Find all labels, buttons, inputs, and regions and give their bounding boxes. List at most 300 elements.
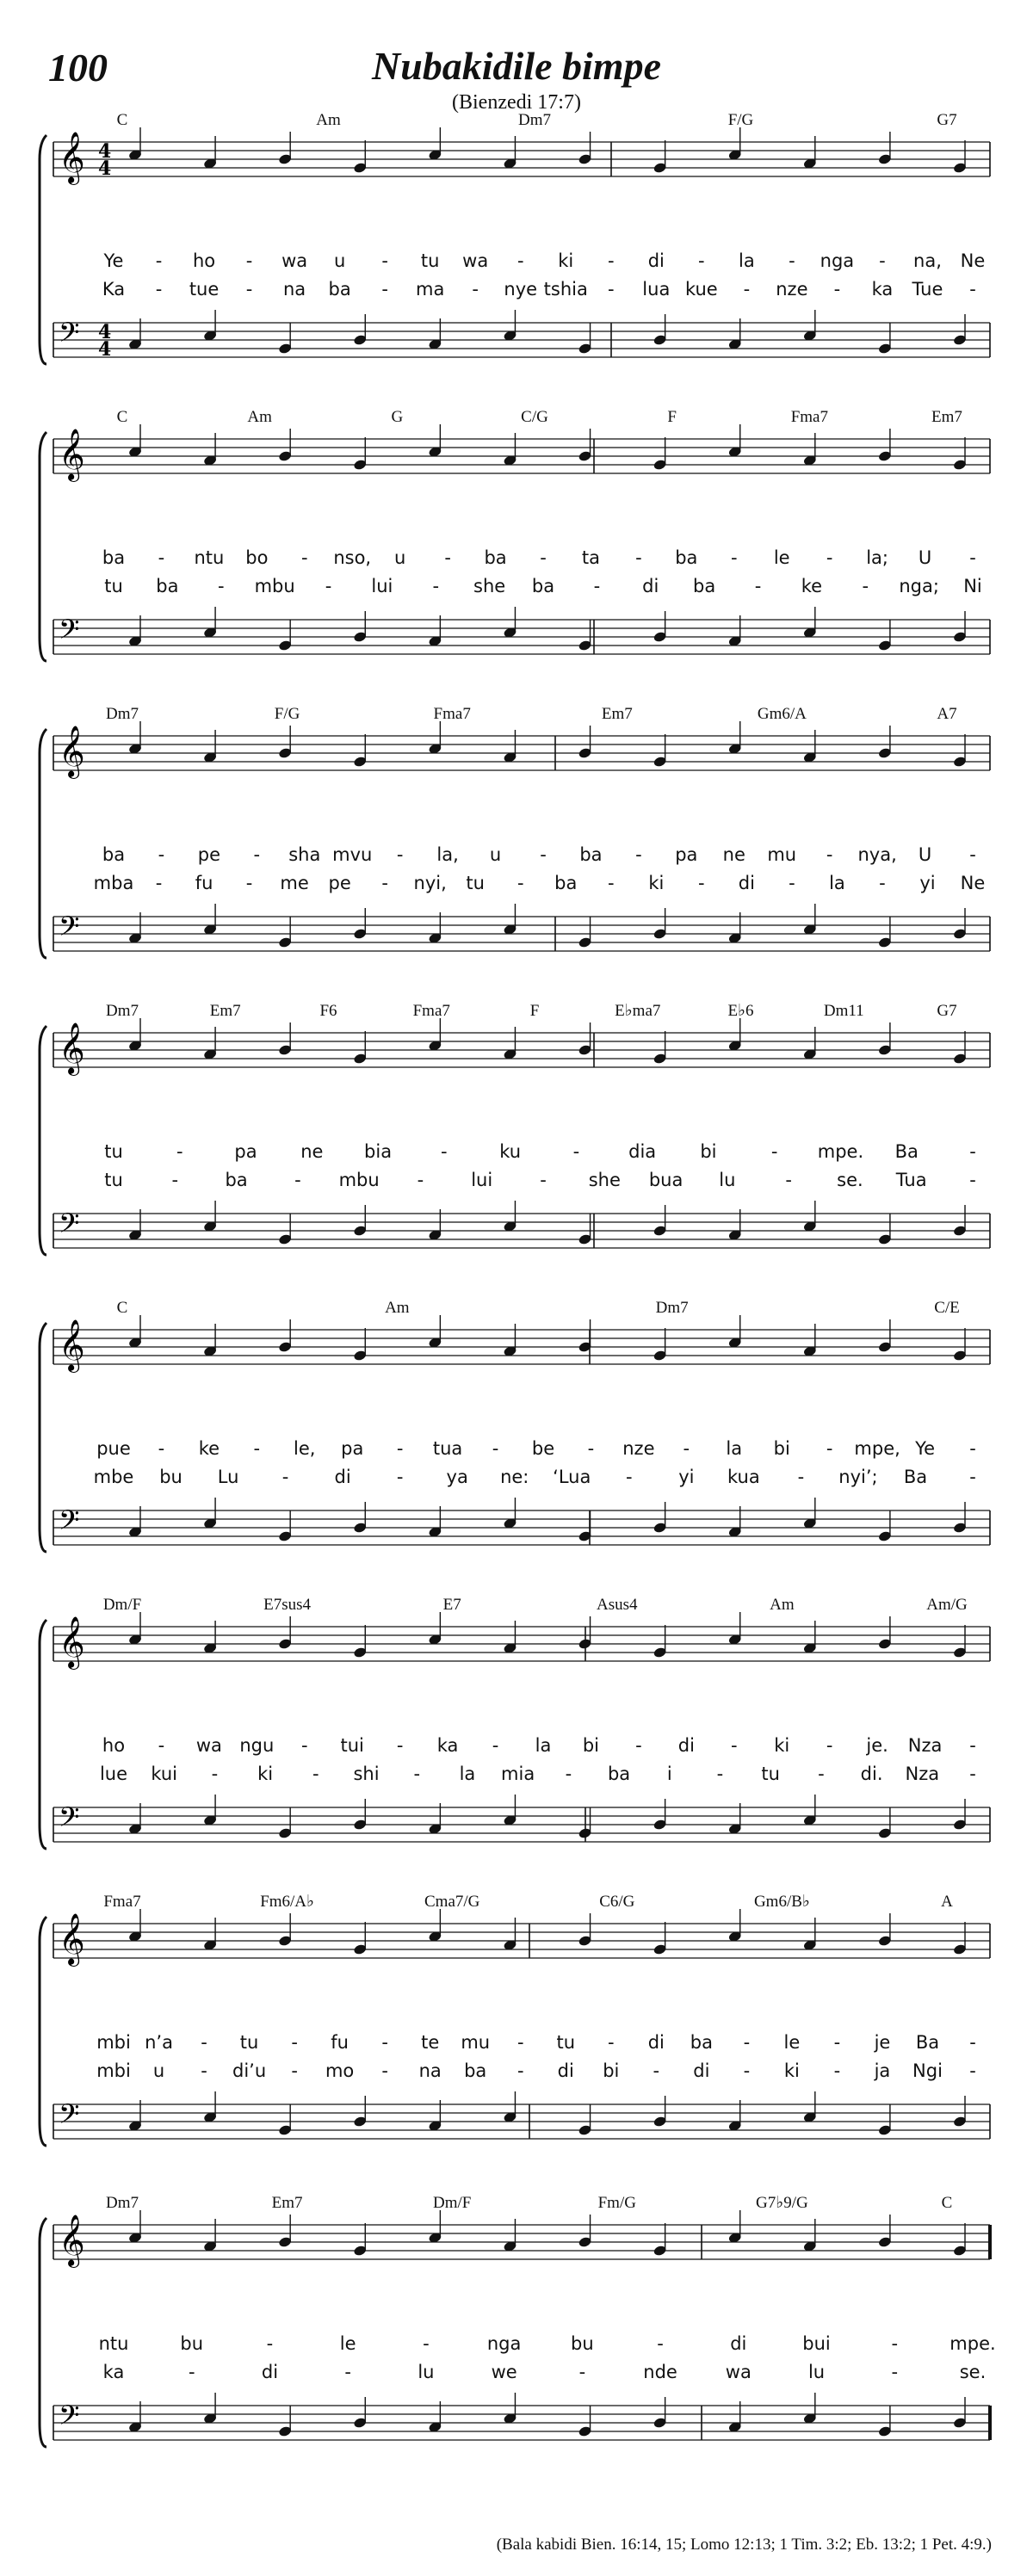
chord-symbol: Am [247, 408, 272, 426]
treble-clef-icon: 𝄞 [59, 1022, 85, 1074]
lyric-syllable: bua [648, 1170, 684, 1190]
lyric-syllable: tu [239, 2032, 259, 2053]
lyric-syllable: - [441, 1141, 448, 1162]
lyric-syllable: ya [446, 1467, 468, 1487]
lyric-syllable: di [334, 1467, 351, 1487]
bass-clef-icon: 𝄢 [59, 911, 80, 948]
lyric-syllable: - [578, 2362, 586, 2382]
treble-clef-icon: 𝄞 [59, 1616, 85, 1668]
lyric-syllable: ba [675, 547, 698, 568]
chord-symbol: Fma7 [433, 705, 471, 723]
lyric-syllable: ba [102, 547, 126, 568]
lyric-syllable: di [557, 2060, 574, 2081]
treble-clef-icon: 𝄞 [59, 726, 85, 777]
lyric-syllable: - [626, 1467, 633, 1487]
lyric-syllable: wa [195, 1735, 222, 1756]
treble-staff [53, 1319, 990, 1373]
system-bracket [40, 1917, 46, 2146]
lyric-syllable: bi [700, 1141, 717, 1162]
lyric-syllable: nde [643, 2362, 677, 2382]
lyric-syllable: kue [684, 279, 718, 300]
lyric-syllable: - [381, 873, 388, 893]
chord-symbol: G [391, 408, 404, 426]
lyric-syllable: nga [486, 2333, 522, 2354]
lyric-syllable: Ne [960, 873, 986, 893]
lyric-syllable: bu [159, 1467, 182, 1487]
chord-symbol: G7 [937, 111, 957, 129]
chord-symbol: Fma7 [412, 1002, 450, 1020]
lyric-syllable: - [743, 2032, 751, 2053]
time-signature-top: 4 [98, 140, 112, 163]
lyric-syllable: ba [531, 576, 555, 596]
lyric-syllable: - [540, 1170, 547, 1190]
lyric-syllable: dia [628, 1141, 657, 1162]
lyric-syllable: - [891, 2362, 899, 2382]
lyric-syllable: - [158, 844, 165, 865]
lyric-syllable: - [730, 547, 738, 568]
chord-symbol: F [529, 1002, 540, 1020]
chord-symbol: Fma7 [790, 408, 828, 426]
lyric-syllable: Lu [217, 1467, 239, 1487]
lyric-syllable: na [418, 2060, 442, 2081]
lyric-syllable: ke [801, 576, 823, 596]
lyric-syllable: na, [913, 250, 942, 271]
lyric-syllable: - [743, 279, 751, 300]
lyric-syllable: ba [693, 576, 716, 596]
lyric-syllable: - [396, 844, 404, 865]
lyric-syllable: nyi’; [838, 1467, 878, 1487]
treble-clef-icon: 𝄞 [59, 429, 85, 480]
chord-symbol: F6 [319, 1002, 337, 1020]
bass-clef-icon: 𝄢 [59, 2400, 80, 2437]
lyric-syllable: - [516, 2032, 524, 2053]
chord-symbol: Dm7 [106, 705, 139, 723]
lyric-syllable: ba [328, 279, 351, 300]
lyric-syllable: ki [648, 873, 665, 893]
chord-symbol: A7 [937, 705, 957, 723]
system-6 [40, 1596, 990, 1849]
bass-staff [53, 1208, 990, 1248]
lyric-syllable: le [773, 547, 790, 568]
lyric-syllable: me [280, 873, 309, 893]
lyric-syllable: - [969, 1438, 976, 1459]
lyric-syllable: u [152, 2060, 165, 2081]
lyric-syllable: - [826, 1735, 833, 1756]
lyric-syllable: ngu [239, 1735, 275, 1756]
lyric-syllable: wa [462, 250, 489, 271]
lyric-syllable: bu [180, 2333, 204, 2354]
lyric-syllable: - [770, 1141, 778, 1162]
lyric-syllable: mbi [96, 2032, 131, 2053]
lyric-syllable: - [587, 1438, 595, 1459]
chord-symbol: E♭ma7 [615, 1002, 661, 1020]
lyric-syllable: lua [642, 279, 671, 300]
lyric-syllable: nye [504, 279, 538, 300]
lyric-syllable: - [657, 2333, 664, 2354]
lyric-syllable: - [171, 1170, 179, 1190]
lyric-syllable: ba [554, 873, 578, 893]
chord-symbol: Fm6/A♭ [260, 1893, 315, 1911]
lyric-syllable: ba [102, 844, 126, 865]
lyric-syllable: u [394, 547, 406, 568]
lyric-syllable: la [739, 250, 755, 271]
lyric-syllable: - [444, 547, 451, 568]
lyric-syllable: - [540, 844, 547, 865]
chord-symbol: Em7 [931, 408, 962, 426]
chord-symbol: Dm7 [655, 1299, 689, 1317]
system-bracket [40, 432, 46, 661]
lyric-syllable: tue [189, 279, 220, 300]
lyric-syllable: - [492, 1438, 499, 1459]
lyric-syllable: - [698, 873, 705, 893]
lyric-syllable: Ba [915, 2032, 940, 2053]
chord-symbol: C [116, 408, 128, 426]
lyric-syllable: - [381, 2032, 388, 2053]
treble-clef-icon: 𝄞 [59, 1319, 85, 1371]
lyric-syllable: ho [102, 1735, 126, 1756]
lyric-syllable: - [879, 250, 886, 271]
system-bracket [40, 2218, 46, 2447]
lyric-syllable: la [726, 1438, 743, 1459]
lyric-syllable: le [339, 2333, 356, 2354]
lyric-syllable: ‘Lua [553, 1467, 591, 1487]
lyric-syllable: - [158, 1735, 165, 1756]
chord-symbol: Em7 [601, 705, 633, 723]
lyric-syllable: - [683, 1438, 690, 1459]
treble-clef-icon: 𝄞 [59, 132, 85, 183]
lyric-syllable: nga; [899, 576, 939, 596]
lyric-syllable: ma [416, 279, 445, 300]
lyric-syllable: mbi [96, 2060, 131, 2081]
lyric-syllable: je. [866, 1735, 888, 1756]
lyric-syllable: - [969, 844, 976, 865]
lyric-syllable: mpe. [949, 2333, 996, 2354]
chord-symbol: Em7 [209, 1002, 241, 1020]
lyric-syllable: wa [281, 250, 308, 271]
lyric-syllable: Ne [960, 250, 986, 271]
lyric-syllable: mvu [332, 844, 373, 865]
lyric-syllable: la [459, 1764, 476, 1784]
lyric-syllable: - [743, 2060, 751, 2081]
system-bracket [40, 1620, 46, 1849]
lyric-syllable: - [344, 2362, 351, 2382]
lyric-syllable: ka [102, 2362, 125, 2382]
lyric-syllable: tua [432, 1438, 463, 1459]
chord-symbol: Dm7 [106, 1002, 139, 1020]
lyric-syllable: je [874, 2032, 891, 2053]
lyric-syllable: ka [436, 1735, 459, 1756]
lyric-syllable: - [833, 2060, 841, 2081]
lyric-syllable: ba [156, 576, 179, 596]
lyric-syllable: di [647, 250, 665, 271]
lyric-syllable: - [381, 279, 388, 300]
lyric-syllable: la; [866, 547, 889, 568]
lyric-syllable: la [829, 873, 845, 893]
lyric-syllable: tu [466, 873, 485, 893]
lyric-syllable: - [608, 2032, 615, 2053]
lyric-syllable: - [826, 1438, 833, 1459]
lyric-syllable: ba [484, 547, 507, 568]
chord-symbol: Cma7/G [424, 1893, 480, 1911]
lyric-syllable: tu [761, 1764, 780, 1784]
system-7 [40, 1893, 990, 2146]
lyric-syllable: tu [556, 2032, 576, 2053]
lyric-syllable: mu [461, 2032, 491, 2053]
lyric-syllable: lu [807, 2362, 826, 2382]
lyric-syllable: - [635, 547, 642, 568]
lyric-syllable: ne [300, 1141, 324, 1162]
treble-clef-icon: 𝄞 [59, 1913, 85, 1965]
bass-staff [53, 2098, 990, 2139]
lyric-syllable: - [608, 250, 615, 271]
lyric-syllable: she [473, 576, 506, 596]
chord-symbol: E7 [442, 1596, 461, 1614]
lyric-syllable: - [789, 250, 795, 271]
lyric-syllable: shi [353, 1764, 380, 1784]
lyric-syllable: mpe. [817, 1141, 864, 1162]
lyric-syllable: ntu [194, 547, 225, 568]
bass-clef-icon: 𝄢 [59, 1801, 80, 1839]
lyric-syllable: Ba [894, 1141, 919, 1162]
bass-staff [53, 911, 990, 951]
chord-symbol: F [667, 408, 677, 426]
lyric-syllable: be [531, 1438, 555, 1459]
lyric-syllable: ki [257, 1764, 274, 1784]
lyric-syllable: - [833, 2032, 841, 2053]
lyric-syllable: - [291, 2032, 298, 2053]
chord-symbol: Asus4 [597, 1596, 638, 1614]
lyric-syllable: pe [328, 873, 351, 893]
lyric-syllable: - [188, 2362, 195, 2382]
lyric-syllable: - [969, 1467, 976, 1487]
chord-symbol: G7 [937, 1002, 957, 1020]
system-bracket [40, 135, 46, 364]
lyric-syllable: - [396, 1438, 404, 1459]
lyric-syllable: Ye [103, 250, 124, 271]
chord-symbol: Dm7 [106, 2194, 139, 2212]
lyric-syllable: - [754, 576, 762, 596]
system-3 [40, 705, 990, 958]
lyric-syllable: Nza [907, 1735, 943, 1756]
lyric-syllable: ho [192, 250, 216, 271]
lyric-syllable: - [789, 873, 795, 893]
bass-staff [53, 1801, 990, 1842]
lyric-syllable: kui [151, 1764, 178, 1784]
lyric-syllable: ja [874, 2060, 891, 2081]
lyric-syllable: Ngi [912, 2060, 943, 2081]
lyric-syllable: - [969, 1141, 976, 1162]
lyric-syllable: Ba [903, 1467, 928, 1487]
lyric-syllable: - [312, 1764, 319, 1784]
lyric-syllable: n’a [145, 2032, 173, 2053]
lyric-syllable: na [283, 279, 306, 300]
lyric-syllable: we [491, 2362, 517, 2382]
lyric-syllable: ki [558, 250, 574, 271]
lyric-syllable: - [653, 2060, 660, 2081]
lyric-syllable: ki [783, 2060, 800, 2081]
lyric-syllable: U [918, 547, 932, 568]
system-2 [40, 408, 990, 661]
lyric-syllable: - [891, 2333, 899, 2354]
lyric-syllable: - [698, 250, 705, 271]
lyric-syllable: - [201, 2032, 207, 2053]
lyric-syllable: di [693, 2060, 710, 2081]
lyric-syllable: - [253, 1438, 261, 1459]
lyric-syllable: - [969, 1170, 976, 1190]
lyric-syllable: tu [104, 1170, 123, 1190]
chord-symbol: Am/G [926, 1596, 968, 1614]
lyric-syllable: kua [727, 1467, 760, 1487]
lyric-syllable: - [211, 1764, 219, 1784]
time-signature-top: 4 [98, 321, 112, 343]
chord-symbol: C/E [934, 1299, 960, 1317]
chord-symbol: Dm7 [518, 111, 551, 129]
lyric-syllable: tu [420, 250, 440, 271]
lyric-syllable: - [516, 2060, 524, 2081]
lyric-syllable: di. [860, 1764, 883, 1784]
lyric-syllable: - [396, 1735, 404, 1756]
lyric-syllable: sha [288, 844, 321, 865]
lyric-syllable: - [635, 844, 642, 865]
lyric-syllable: Ye [915, 1438, 936, 1459]
lyric-syllable: Tua [895, 1170, 927, 1190]
bass-clef-icon: 𝄢 [59, 614, 80, 652]
lyric-syllable: - [381, 2060, 388, 2081]
lyric-syllable: ba [225, 1170, 248, 1190]
chord-symbol: Dm/F [433, 2194, 472, 2212]
lyric-syllable: di [642, 576, 659, 596]
lyric-syllable: di [738, 873, 755, 893]
lyric-syllable: pa [341, 1438, 364, 1459]
lyric-syllable: di [730, 2333, 747, 2354]
hymn-number: 100 [48, 46, 108, 90]
lyric-syllable: i [666, 1764, 672, 1784]
chord-symbol: Fma7 [103, 1893, 141, 1911]
lyric-syllable: - [266, 2333, 274, 2354]
lyric-syllable: nga [820, 250, 855, 271]
lyric-syllable: ke [198, 1438, 220, 1459]
lyric-syllable: ba [579, 844, 603, 865]
system-bracket [40, 729, 46, 958]
system-bracket [40, 1323, 46, 1552]
lyric-syllable: u [489, 844, 502, 865]
chord-symbol: Dm11 [823, 1002, 864, 1020]
lyric-syllable: bia [364, 1141, 393, 1162]
lyric-syllable: le [783, 2032, 801, 2053]
lyric-syllable: mo [325, 2060, 355, 2081]
chord-symbol: C [116, 1299, 128, 1317]
lyric-syllable: - [492, 1735, 499, 1756]
lyric-syllable: ku [499, 1141, 522, 1162]
treble-staff [53, 726, 990, 779]
lyric-syllable: - [969, 2032, 976, 2053]
scripture-references: (Bala kabidi Bien. 16:14, 15; Lomo 12:13; 1 Tim. 3:2; Eb. 13:2; 1 Pet. 4:9.) [496, 2536, 992, 2554]
lyric-syllable: bui [802, 2333, 831, 2354]
lyric-syllable: tu [104, 576, 123, 596]
bass-clef-icon: 𝄢 [59, 1504, 80, 1542]
lyric-syllable: pa [234, 1141, 257, 1162]
lyric-syllable: - [565, 1764, 572, 1784]
chord-symbol: Em7 [271, 2194, 303, 2212]
chord-symbol: F/G [274, 705, 300, 723]
lyric-syllable: se. [959, 2362, 987, 2382]
lyric-syllable: - [245, 279, 253, 300]
lyric-syllable: - [969, 2060, 976, 2081]
lyric-syllable: - [608, 873, 615, 893]
lyric-syllable: di’u [232, 2060, 267, 2081]
lyric-syllable: lue [99, 1764, 128, 1784]
lyric-syllable: lu [418, 2362, 435, 2382]
lyric-syllable: le, [294, 1438, 316, 1459]
lyric-syllable: te [421, 2032, 440, 2053]
lyric-syllable: - [818, 1764, 825, 1784]
lyric-syllable: - [325, 576, 332, 596]
bass-staff [53, 2400, 990, 2440]
lyric-syllable: ne [722, 844, 745, 865]
lyric-syllable: Ni [963, 576, 982, 596]
system-8 [40, 2194, 996, 2447]
lyric-syllable: bi [603, 2060, 620, 2081]
lyric-syllable: mbe [93, 1467, 134, 1487]
lyric-syllable: - [472, 279, 479, 300]
lyric-syllable: mbu [254, 576, 295, 596]
lyric-syllable: - [785, 1170, 792, 1190]
lyric-syllable: - [423, 2333, 430, 2354]
lyric-syllable: - [826, 844, 833, 865]
lyric-syllable: - [540, 547, 547, 568]
lyric-syllable: - [716, 1764, 724, 1784]
lyric-syllable: - [155, 250, 163, 271]
chord-symbol: F/G [727, 111, 754, 129]
lyric-syllable: - [516, 873, 524, 893]
bass-clef-icon: 𝄢 [59, 1208, 80, 1245]
lyric-syllable: ta [581, 547, 600, 568]
chord-symbol: Gm6/A [757, 705, 807, 723]
lyric-syllable: mia [501, 1764, 535, 1784]
lyric-syllable: - [294, 1170, 301, 1190]
chord-symbol: C [116, 111, 128, 129]
lyric-syllable: mbu [338, 1170, 380, 1190]
treble-clef-icon: 𝄞 [59, 2215, 85, 2266]
lyric-syllable: - [516, 250, 524, 271]
lyric-syllable: di [647, 2032, 665, 2053]
bass-clef-icon: 𝄢 [59, 317, 80, 355]
lyric-syllable: ba [464, 2060, 487, 2081]
system-5 [40, 1299, 990, 1552]
lyric-syllable: - [608, 279, 615, 300]
chord-symbol: G7♭9/G [756, 2194, 808, 2212]
chord-symbol: A [941, 1893, 953, 1911]
system-bracket [40, 1026, 46, 1255]
lyric-syllable: Nza [905, 1764, 940, 1784]
hymn-subtitle: (Bienzedi 17:7) [452, 91, 581, 114]
lyric-syllable: - [730, 1735, 738, 1756]
lyric-syllable: se. [837, 1170, 863, 1190]
lyric-syllable: - [969, 1735, 976, 1756]
lyric-syllable: - [862, 576, 869, 596]
lyric-syllable: mpe, [854, 1438, 900, 1459]
lyric-syllable: - [300, 1735, 308, 1756]
lyric-syllable: bi [773, 1438, 790, 1459]
lyric-syllable: - [158, 547, 165, 568]
lyric-syllable: - [417, 1170, 424, 1190]
lyric-syllable: bu [571, 2333, 594, 2354]
lyric-syllable: fu [331, 2032, 349, 2053]
lyric-syllable: - [593, 576, 601, 596]
lyric-syllable: yi [678, 1467, 695, 1487]
chord-symbol: E♭6 [727, 1002, 754, 1020]
treble-staff [53, 132, 990, 185]
